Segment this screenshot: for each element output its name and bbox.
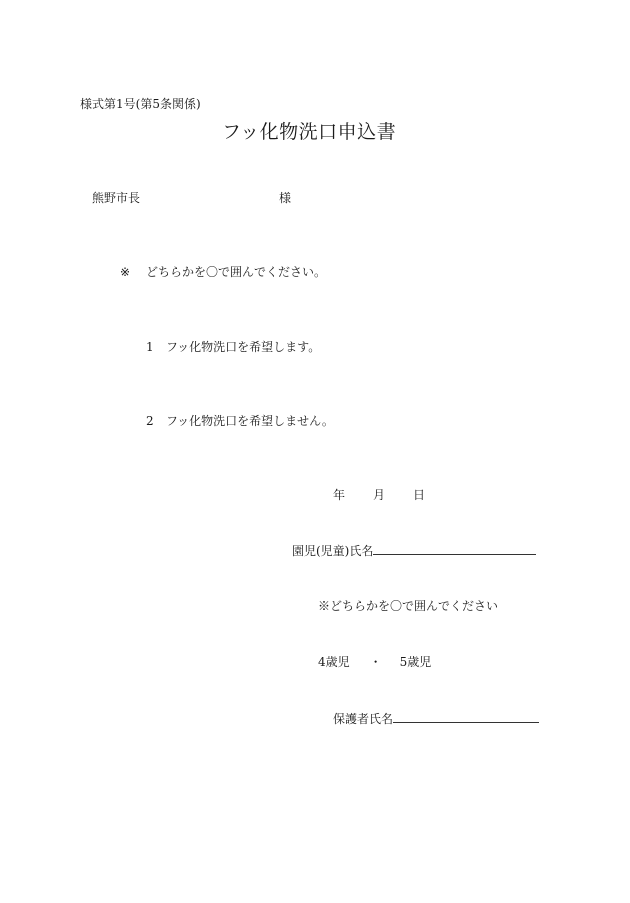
age-instruction: ※どちらかを〇で囲んでください — [318, 599, 499, 613]
age-separator: ・ — [369, 655, 382, 669]
option-1-text: フッ化物洗口を希望します。 — [166, 340, 321, 354]
date-day-label: 日 — [413, 488, 426, 502]
age-options-row — [318, 654, 431, 670]
option-2-number: 2 — [146, 414, 154, 428]
guardian-name-field[interactable] — [393, 710, 539, 723]
date-year-label: 年 — [333, 488, 346, 502]
option-2-text: フッ化物洗口を希望しません。 — [166, 414, 334, 428]
age-option-4[interactable]: 4歳児 — [318, 655, 350, 669]
option-1-number: 1 — [146, 340, 154, 354]
instruction-text: どちらかを〇で囲んでください。 — [146, 265, 327, 279]
form-number: 様式第1号(第5条関係) — [80, 97, 201, 111]
page-title: フッ化物洗口申込書 — [222, 121, 397, 143]
guardian-name-row — [333, 710, 539, 727]
guardian-name-label: 保護者氏名 — [333, 712, 394, 726]
instruction-mark: ※ — [120, 265, 131, 279]
child-name-label: 園児(児童)氏名 — [292, 544, 374, 558]
addressee-honorific: 様 — [279, 191, 292, 205]
child-name-row — [292, 542, 536, 559]
date-month-label: 月 — [373, 488, 386, 502]
age-option-5[interactable]: 5歳児 — [399, 655, 432, 669]
addressee-office: 熊野市長 — [92, 191, 141, 205]
child-name-field[interactable] — [373, 542, 536, 555]
